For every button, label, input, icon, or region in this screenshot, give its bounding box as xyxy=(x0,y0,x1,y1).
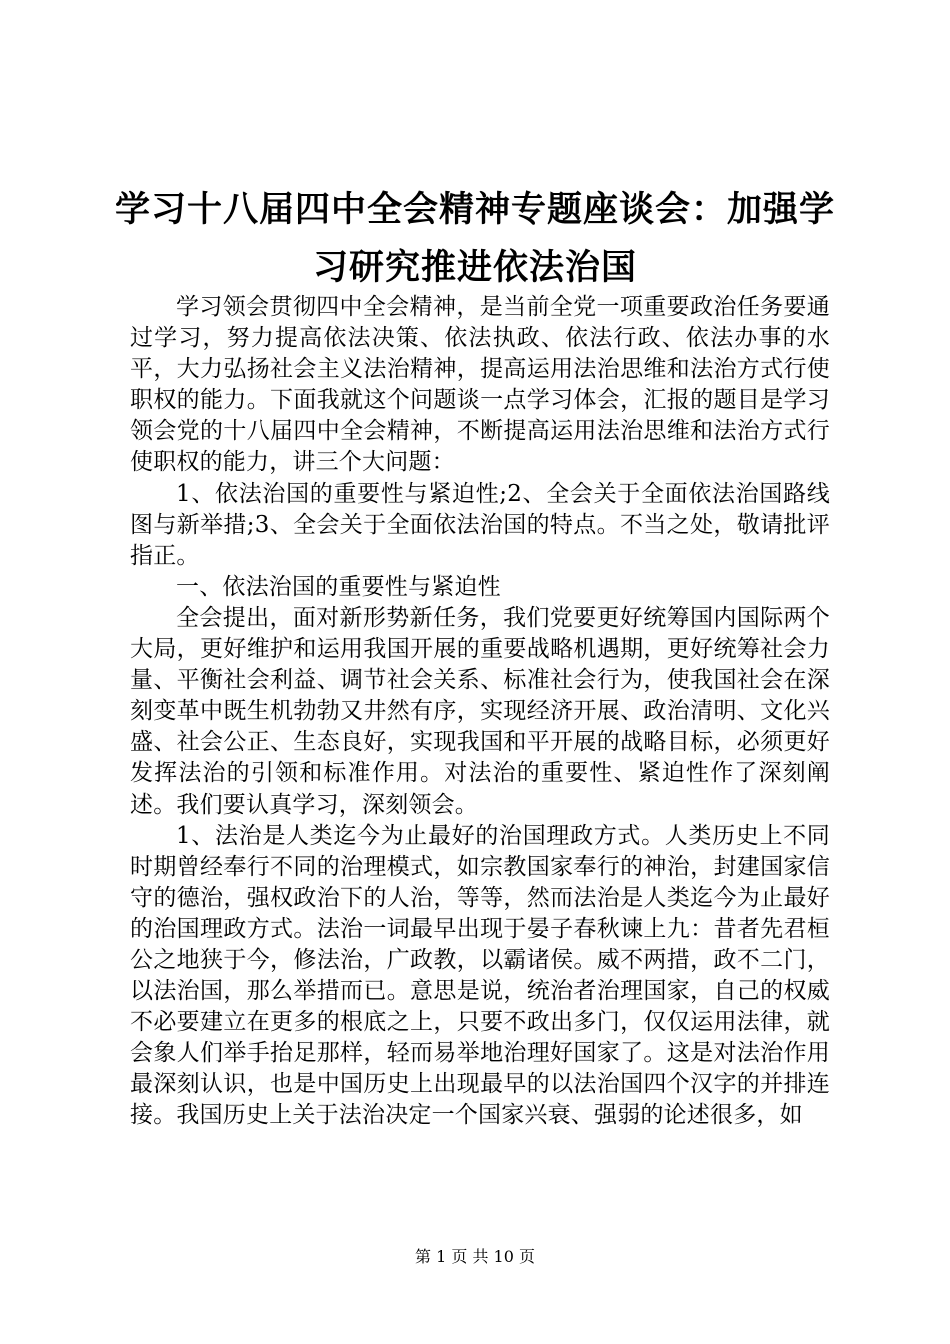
document-title-line-1: 学习十八届四中全会精神专题座谈会：加强学 xyxy=(114,189,835,230)
paragraph-intro: 学习领会贯彻四中全会精神，是当前全党一项重要政治任务要通过学习，努力提高依法决策、依法执政、依法行政、依法办事的水平，大力弘扬社会主义法治精神，提高运用法治思维和法治方式行使职权的能力。下面我就这个问题谈一点学习体会，汇报的题目是学习领会党的十八届四中全会精神，不断提高运用法治思维和法治方式行使职权的能力，讲三个大问题： xyxy=(130,294,830,476)
paragraph-point-1: 1、法治是人类迄今为止最好的治国理政方式。人类历史上不同时期曾经奉行不同的治理模式，如宗教国家奉行的神治，封建国家信守的德治，强权政治下的人治，等等，然而法治是人类迄今为止最好的治国理政方式。法治一词最早出现于晏子春秋谏上九：昔者先君桓公之地狭于今，修法治，广政教，以霸诸侯。威不两措，政不二门，以法治国，那么举措而已。意思是说，统治者治理国家，自己的权威不必要建立在更多的根底之上，只要不政出多门，仅仅运用法律，就会象人们举手抬足那样，轻而易举地治理好国家了。这是对法治作用最深刻认识，也是中国历史上出现最早的以法治国四个汉字的并排连接。我国历史上关于法治决定一个国家兴衰、强弱的论述很多，如 xyxy=(130,822,830,1129)
section-heading: 一、依法治国的重要性与紧迫性 xyxy=(176,573,501,600)
document-title-line-2: 习研究推进依法治国 xyxy=(312,247,637,288)
paragraph-outline: 1、依法治国的重要性与紧迫性;2、全会关于全面依法治国路线图与新举措;3、全会关于全面依法治国的特点。不当之处，敬请批评指正。 xyxy=(130,480,830,569)
paragraph-section-intro: 全会提出，面对新形势新任务，我们党要更好统筹国内国际两个大局，更好维护和运用我国开展的重要战略机遇期，更好统筹社会力量、平衡社会利益、调节社会关系、标准社会行为，使我国社会在深刻变革中既生机勃勃又井然有序，实现经济开展、政治清明、文化兴盛、社会公正、生态良好，实现我国和平开展的战略目标，必须更好发挥法治的引领和标准作用。对法治的重要性、紧迫性作了深刻阐述。我们要认真学习，深刻领会。 xyxy=(130,604,830,818)
page-number: 第 1 页 共 10 页 xyxy=(415,1247,535,1266)
document-body xyxy=(130,292,830,1132)
